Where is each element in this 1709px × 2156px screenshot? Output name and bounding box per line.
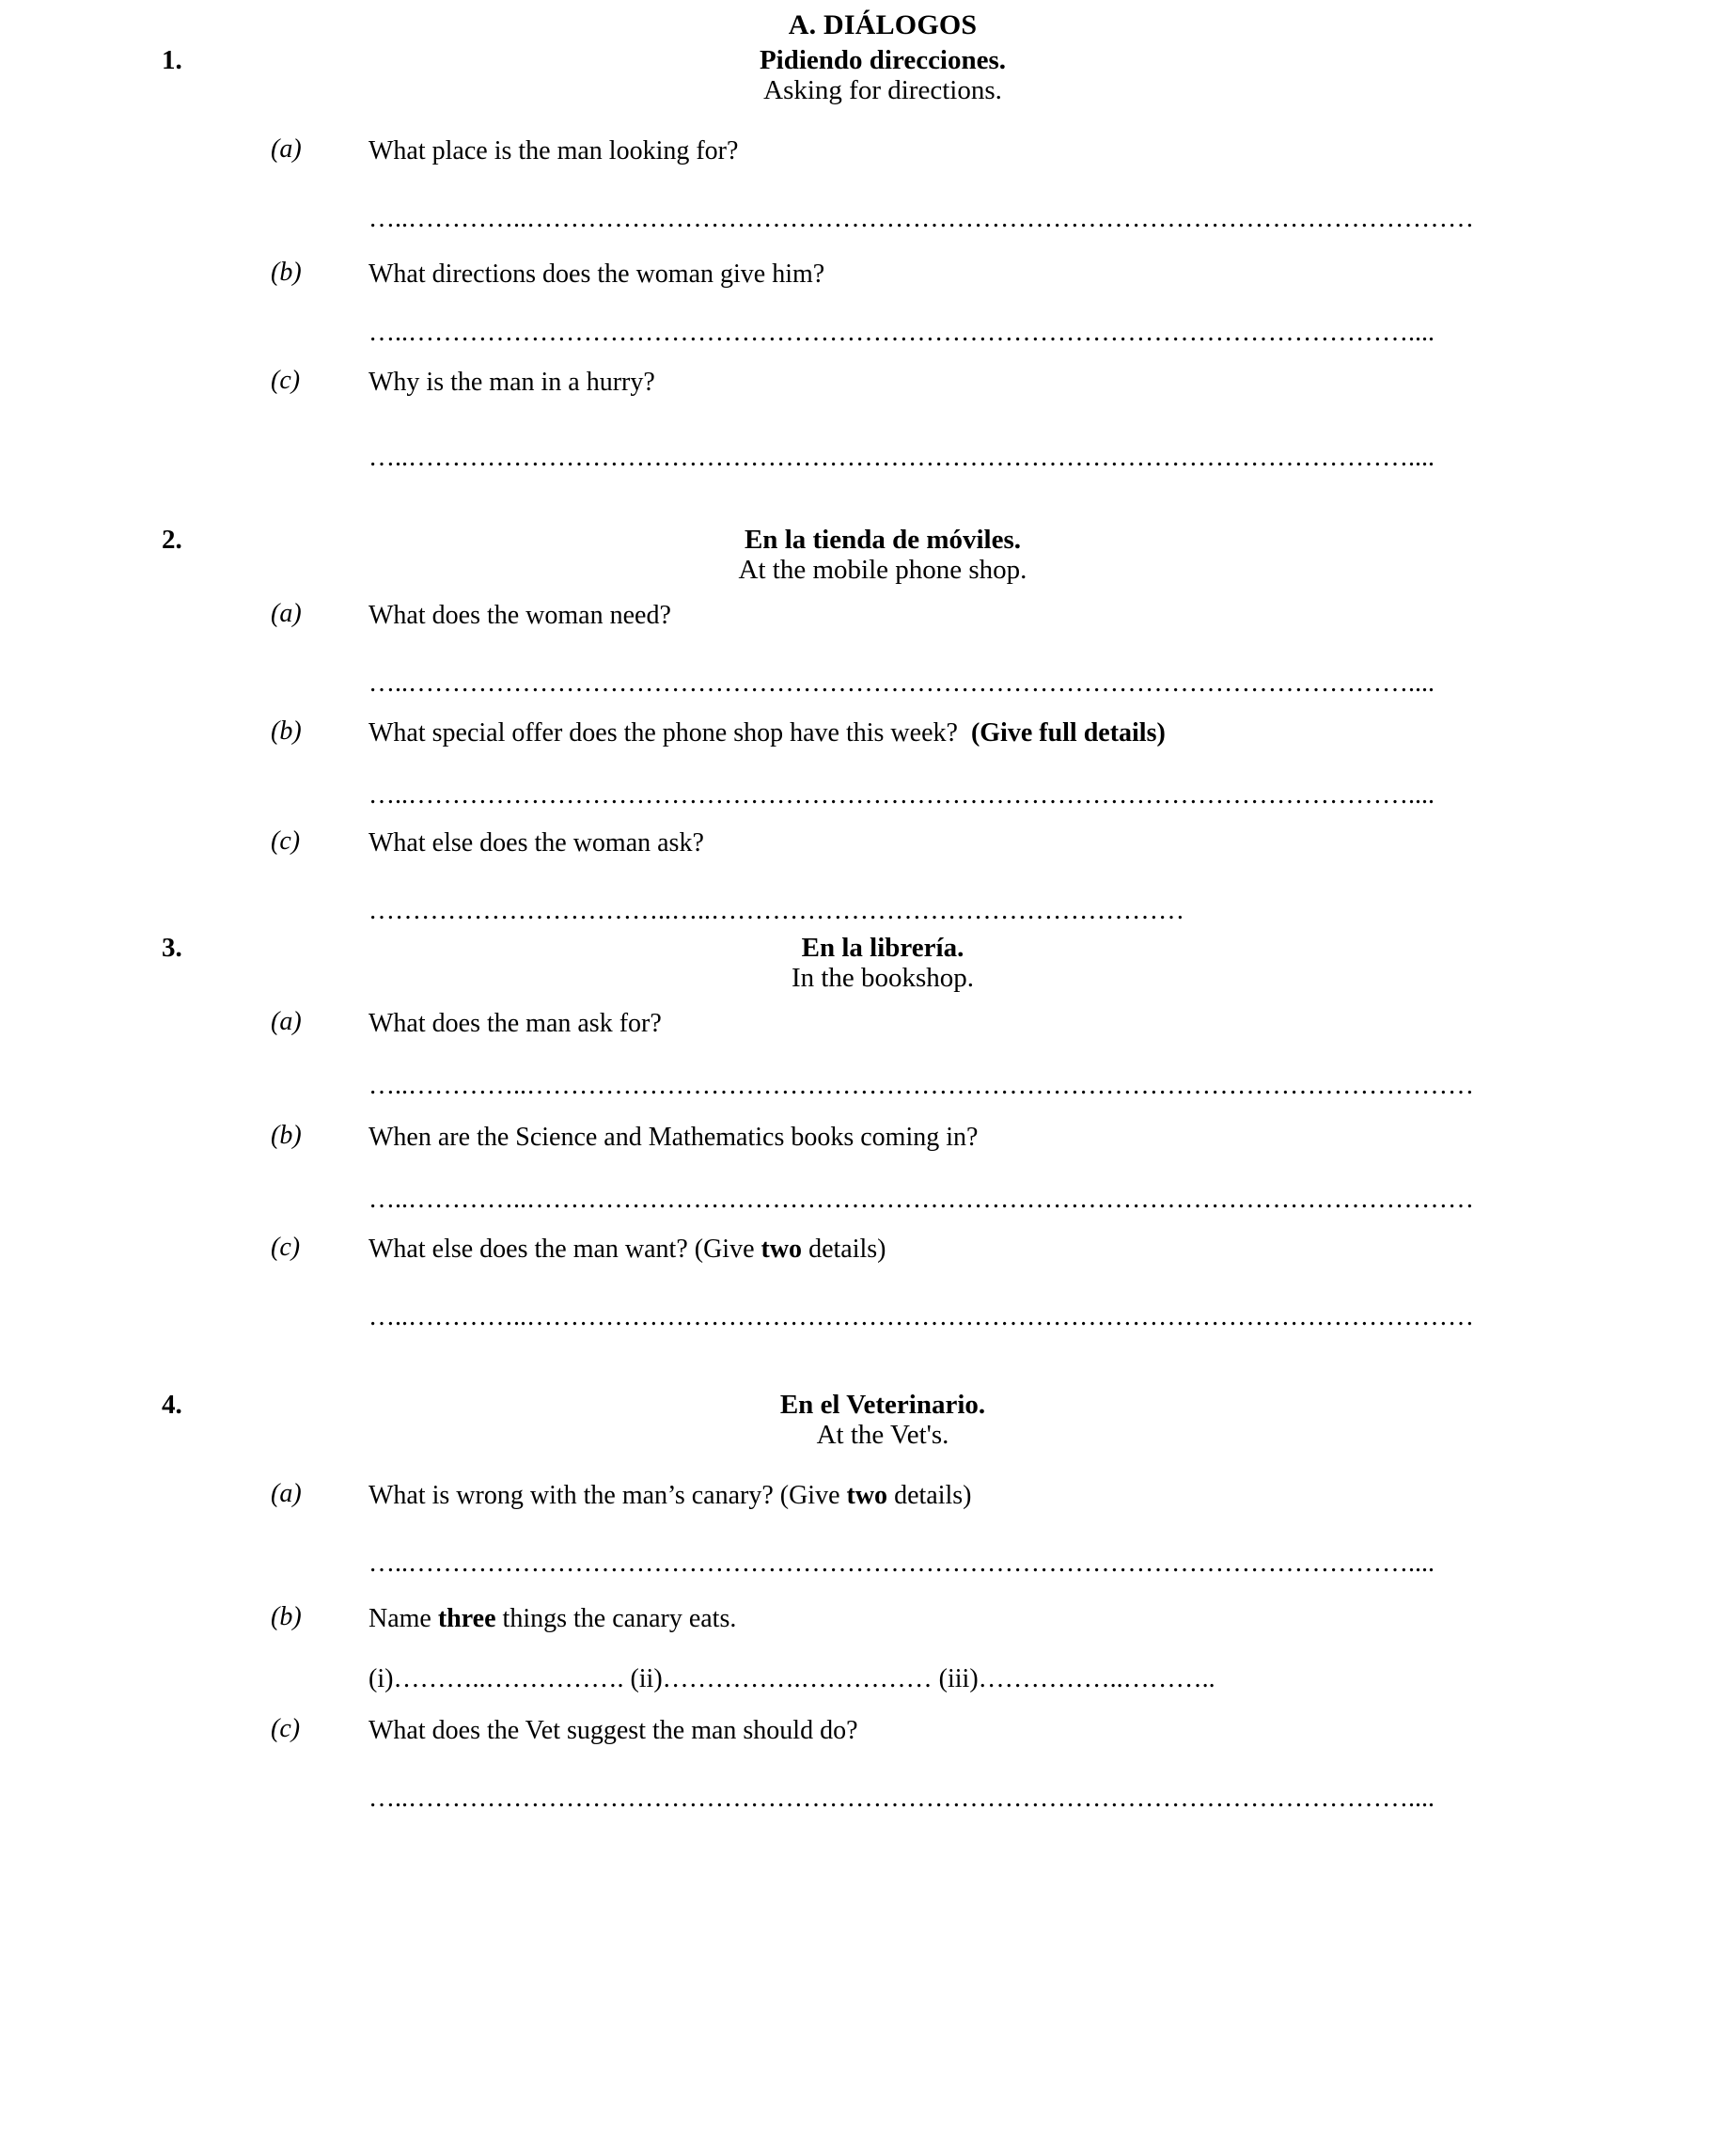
- dotted-leader-i: ………..…………….: [393, 1663, 624, 1693]
- question-label: (a): [271, 134, 302, 164]
- question-text: [368, 1479, 1709, 1512]
- section-2-heading: [28, 525, 1709, 586]
- roman-numeral-iii: (iii): [938, 1663, 979, 1693]
- question-text: What does the man ask for?: [368, 1008, 662, 1038]
- question-text: [368, 1602, 1709, 1635]
- answer-line-1a[interactable]: [368, 205, 1537, 233]
- question-label: (a): [271, 1478, 302, 1508]
- dotted-leader: …..……………………………………………………………………………………………………....: [368, 318, 1435, 347]
- dotted-leader: …..……………………………………………………………………………………………………....: [368, 669, 1435, 698]
- section-1-number: 1.: [162, 45, 182, 75]
- question-text-emphasis: two: [760, 1234, 803, 1264]
- question-text: What does the woman need?: [368, 600, 671, 630]
- question-1b: [0, 258, 1709, 291]
- question-4c: [0, 1714, 1709, 1747]
- section-2: [0, 525, 1709, 925]
- dotted-leader: …..……………………………………………………………………………………………………....: [368, 780, 1435, 810]
- question-2b: [0, 716, 1709, 749]
- section-4-heading: [28, 1390, 1709, 1451]
- section-3: [0, 933, 1709, 1331]
- answer-line-4a[interactable]: [368, 1550, 1537, 1578]
- answer-line-1c[interactable]: [368, 444, 1537, 472]
- dotted-leader-ii: …………….……………: [662, 1663, 933, 1693]
- question-text-pre: What is wrong with the man’s canary? (Give: [368, 1480, 847, 1510]
- question-text-emphasis: three: [437, 1603, 496, 1633]
- question-4a: [0, 1479, 1709, 1512]
- question-2a: [0, 599, 1709, 632]
- question-text: Why is the man in a hurry?: [368, 367, 655, 397]
- page-title: A. DIÁLOGOS: [788, 9, 978, 40]
- answer-line-4c[interactable]: [368, 1785, 1537, 1813]
- question-1a: [0, 134, 1709, 167]
- dotted-leader: …..……………………………………………………………………………………………………....: [368, 443, 1435, 472]
- answer-line-2c[interactable]: [368, 897, 1537, 925]
- question-3c: [0, 1233, 1709, 1266]
- answer-line-3a[interactable]: [368, 1072, 1537, 1100]
- question-text: [368, 1233, 1709, 1266]
- section-4-title-en: At the Vet's.: [816, 1420, 949, 1451]
- section-2-number: 2.: [162, 524, 182, 555]
- dotted-leader: …..……………………………………………………………………………………………………....: [368, 1784, 1435, 1813]
- dotted-leader: …..…………..………………………………………………………………………………………………: [368, 1302, 1474, 1331]
- question-4b: [0, 1602, 1709, 1635]
- question-text: When are the Science and Mathematics books coming in?: [368, 1122, 979, 1152]
- dotted-leader: …..……………………………………………………………………………………………………....: [368, 1549, 1435, 1578]
- dotted-leader: …..…………..………………………………………………………………………………………………: [368, 1071, 1474, 1100]
- section-4-number: 4.: [162, 1389, 182, 1420]
- roman-numeral-i: (i): [368, 1663, 394, 1693]
- question-label: (b): [271, 257, 302, 287]
- question-text-pre: What else does the man want? (Give: [368, 1234, 761, 1264]
- answer-line-3c[interactable]: [368, 1303, 1537, 1331]
- section-2-title-en: At the mobile phone shop.: [738, 555, 1027, 586]
- question-1c: [0, 366, 1709, 399]
- roman-numeral-ii: (ii): [630, 1663, 663, 1693]
- question-label: (c): [271, 1232, 301, 1262]
- question-text: What directions does the woman give him?: [368, 259, 825, 289]
- question-text-post: details): [802, 1234, 886, 1264]
- answer-line-4b-triple[interactable]: [368, 1663, 1542, 1695]
- question-text-emphasis: two: [846, 1480, 888, 1510]
- question-label: (b): [271, 716, 302, 746]
- dotted-leader-iii: ……………..………..: [978, 1663, 1215, 1693]
- question-3b: [0, 1121, 1709, 1154]
- question-label: (a): [271, 1006, 302, 1036]
- section-4-title-es: En el Veterinario.: [779, 1389, 986, 1420]
- section-1: [0, 45, 1709, 472]
- question-text: What else does the woman ask?: [368, 827, 704, 858]
- section-1-heading: [28, 45, 1709, 106]
- question-text: [368, 716, 1709, 749]
- section-3-heading: [28, 933, 1709, 994]
- dotted-leader: …..…………..………………………………………………………………………………………………: [368, 204, 1474, 233]
- question-text-main: What special offer does the phone shop have this week?: [368, 717, 958, 748]
- section-3-title-es: En la librería.: [801, 932, 964, 963]
- dotted-leader: …..…………..………………………………………………………………………………………………: [368, 1185, 1474, 1214]
- section-1-title-en: Asking for directions.: [763, 75, 1002, 106]
- section-3-title-en: In the bookshop.: [791, 963, 975, 994]
- question-text-post: things the canary eats.: [495, 1603, 737, 1633]
- question-label: (b): [271, 1120, 302, 1150]
- question-text-post: details): [887, 1480, 972, 1510]
- question-text-emphasis: (Give full details): [970, 717, 1166, 748]
- answer-line-2a[interactable]: [368, 669, 1537, 698]
- section-2-title-es: En la tienda de móviles.: [744, 524, 1022, 555]
- question-label: (c): [271, 826, 301, 856]
- section-4: [0, 1390, 1709, 1813]
- section-1-title-es: Pidiendo direcciones.: [759, 45, 1007, 75]
- answer-line-3b[interactable]: [368, 1186, 1537, 1214]
- question-label: (c): [271, 365, 301, 395]
- answer-line-2b[interactable]: [368, 781, 1537, 810]
- question-text-pre: Name: [368, 1603, 438, 1633]
- question-label: (b): [271, 1601, 302, 1631]
- question-text: What does the Vet suggest the man should do?: [368, 1715, 858, 1745]
- question-3a: [0, 1007, 1709, 1040]
- answer-line-1b[interactable]: [368, 319, 1537, 347]
- question-label: (c): [271, 1713, 301, 1743]
- section-3-number: 3.: [162, 932, 182, 963]
- dotted-leader: ……………………………..…..………………………………………………: [368, 896, 1184, 925]
- question-2c: [0, 826, 1709, 859]
- question-text: What place is the man looking for?: [368, 135, 739, 165]
- question-label: (a): [271, 598, 302, 628]
